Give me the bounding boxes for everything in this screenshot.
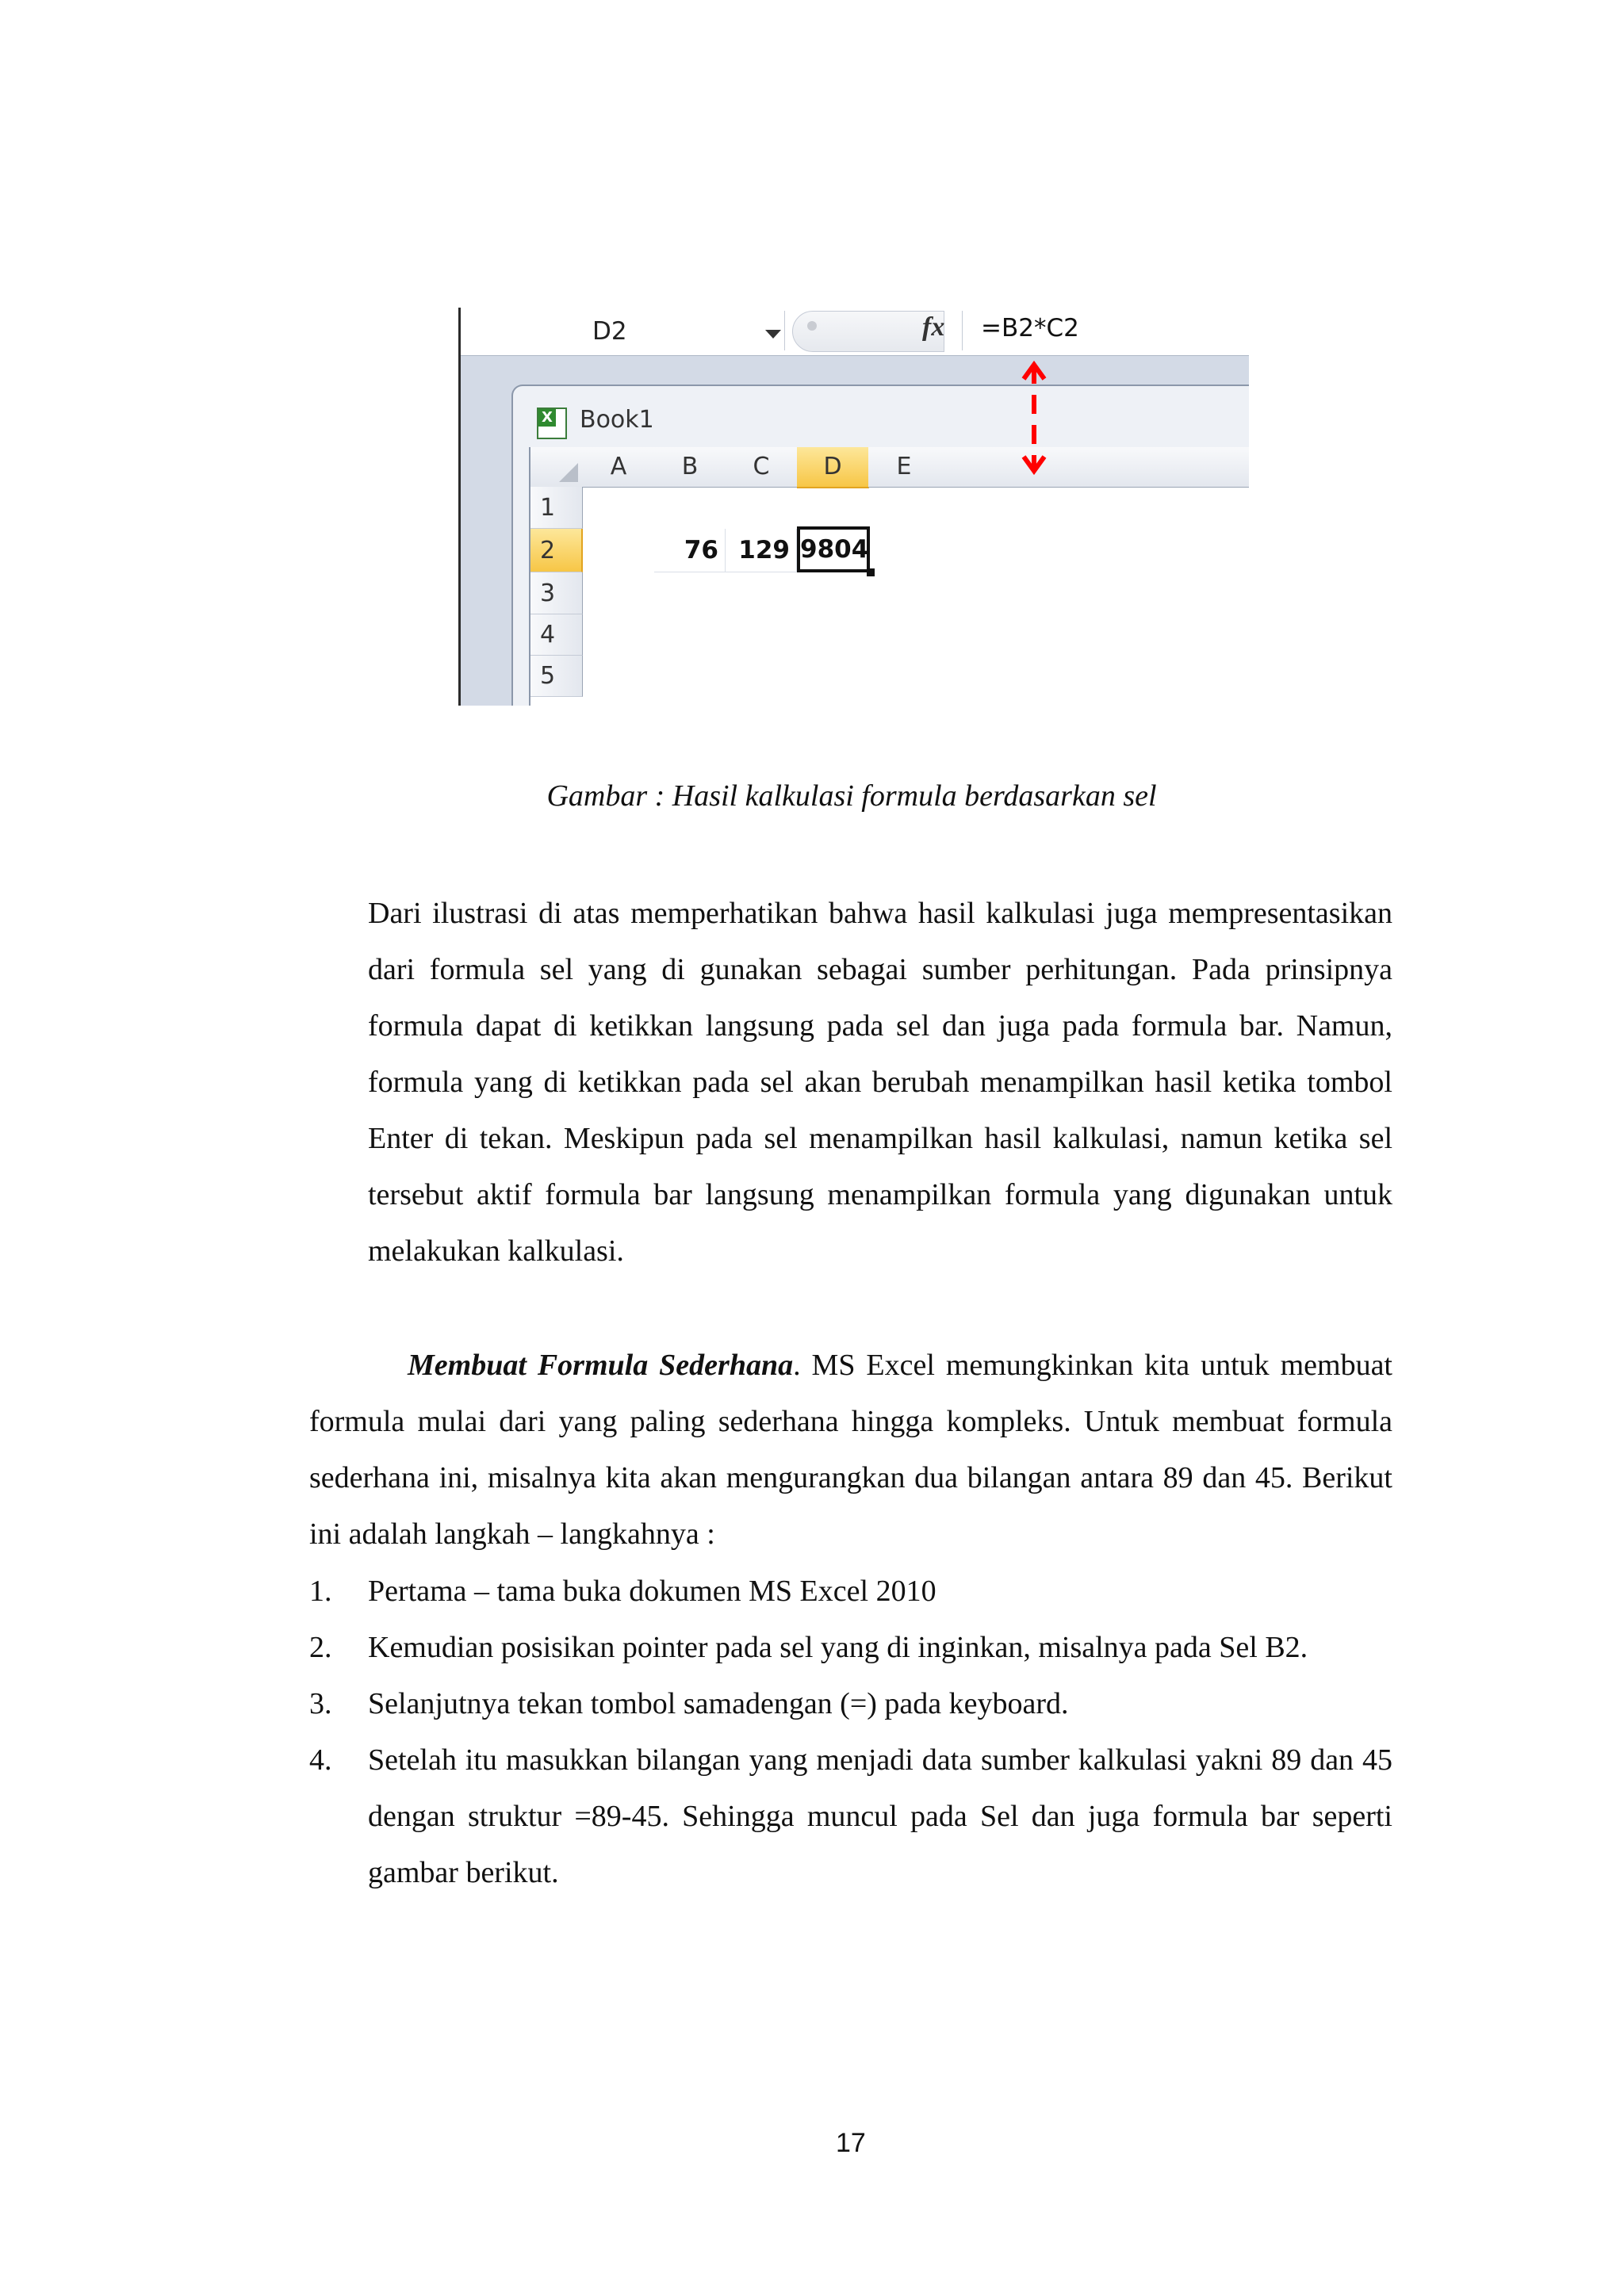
list-item xyxy=(309,1676,1392,1732)
paragraph-2-body: . MS Excel memungkinkan kita untuk membuat formula mulai dari yang paling sederhana hingga kompleks. Untuk membuat formula sederhana ini, misalnya kita akan mengurangkan dua bilangan antara 89 dan 45. Berikut ini adalah langkah – langkahnya : xyxy=(309,1349,1392,1551)
column-header-c[interactable]: C xyxy=(726,447,798,488)
figure-caption: Gambar : Hasil kalkulasi formula berdasarkan sel xyxy=(546,779,1157,813)
paragraph-1: Dari ilustrasi di atas memperhatikan bahwa hasil kalkulasi juga mempresentasikan dari formula sel yang di gunakan sebagai sumber perhitungan. Pada prinsipnya formula dapat di ketikkan langsung pada sel dan juga pada formula bar. Namun, formula yang di ketikkan pada sel akan berubah menampilkan hasil ketika tombol Enter di tekan. Meskipun pada sel menampilkan hasil kalkulasi, namun ketika sel tersebut aktif formula bar langsung menampilkan formula yang digunakan untuk melakukan kalkulasi. xyxy=(368,897,1392,1268)
row-header-4[interactable]: 4 xyxy=(530,614,583,656)
list-item xyxy=(309,1732,1392,1901)
formula-input[interactable]: =B2*C2 xyxy=(981,314,1079,342)
column-header-b[interactable]: B xyxy=(654,447,726,488)
list-item-number: 4. xyxy=(309,1743,332,1777)
section-lead: Membuat Formula Sederhana xyxy=(408,1349,794,1382)
workbook-title: Book1 xyxy=(580,406,654,434)
cell-b2[interactable]: 76 xyxy=(654,529,726,572)
column-header-a[interactable]: A xyxy=(583,447,655,488)
list-item-text: Setelah itu masukkan bilangan yang menjadi data sumber kalkulasi yakni 89 dan 45 dengan struktur =89-45. Sehingga muncul pada Sel dan juga formula bar seperti gambar berikut. xyxy=(368,1743,1392,1889)
list-item xyxy=(309,1620,1392,1676)
cell-c2[interactable]: 129 xyxy=(726,529,797,572)
list-item-number: 2. xyxy=(309,1631,332,1664)
excel-workbook-icon: X xyxy=(537,408,567,439)
page-number: 17 xyxy=(836,2128,866,2158)
list-item-text: Pertama – tama buka dokumen MS Excel 2010 xyxy=(368,1575,936,1608)
row-header-2[interactable]: 2 xyxy=(530,529,583,572)
list-item-number: 1. xyxy=(309,1575,332,1608)
steps-list xyxy=(309,1563,1392,1901)
list-item xyxy=(309,1563,1392,1620)
column-header-e[interactable]: E xyxy=(868,447,940,488)
row-header-3[interactable]: 3 xyxy=(530,572,583,614)
row-header-1[interactable]: 1 xyxy=(530,487,583,529)
row-header-5[interactable]: 5 xyxy=(530,656,583,697)
column-header-d[interactable]: D xyxy=(797,447,869,488)
formula-link-arrow xyxy=(461,308,1249,706)
list-item-text: Selanjutnya tekan tombol samadengan (=) pada keyboard. xyxy=(368,1687,1069,1720)
excel-screenshot-figure xyxy=(458,308,1249,706)
name-box-value: D2 xyxy=(592,317,627,346)
list-item-number: 3. xyxy=(309,1687,332,1720)
list-item-text: Kemudian posisikan pointer pada sel yang di inginkan, misalnya pada Sel B2. xyxy=(368,1631,1308,1664)
cell-d2-selected[interactable]: 9804 xyxy=(797,526,870,572)
paragraph-2 xyxy=(309,1337,1392,1563)
insert-function-icon[interactable]: fx xyxy=(922,312,945,342)
